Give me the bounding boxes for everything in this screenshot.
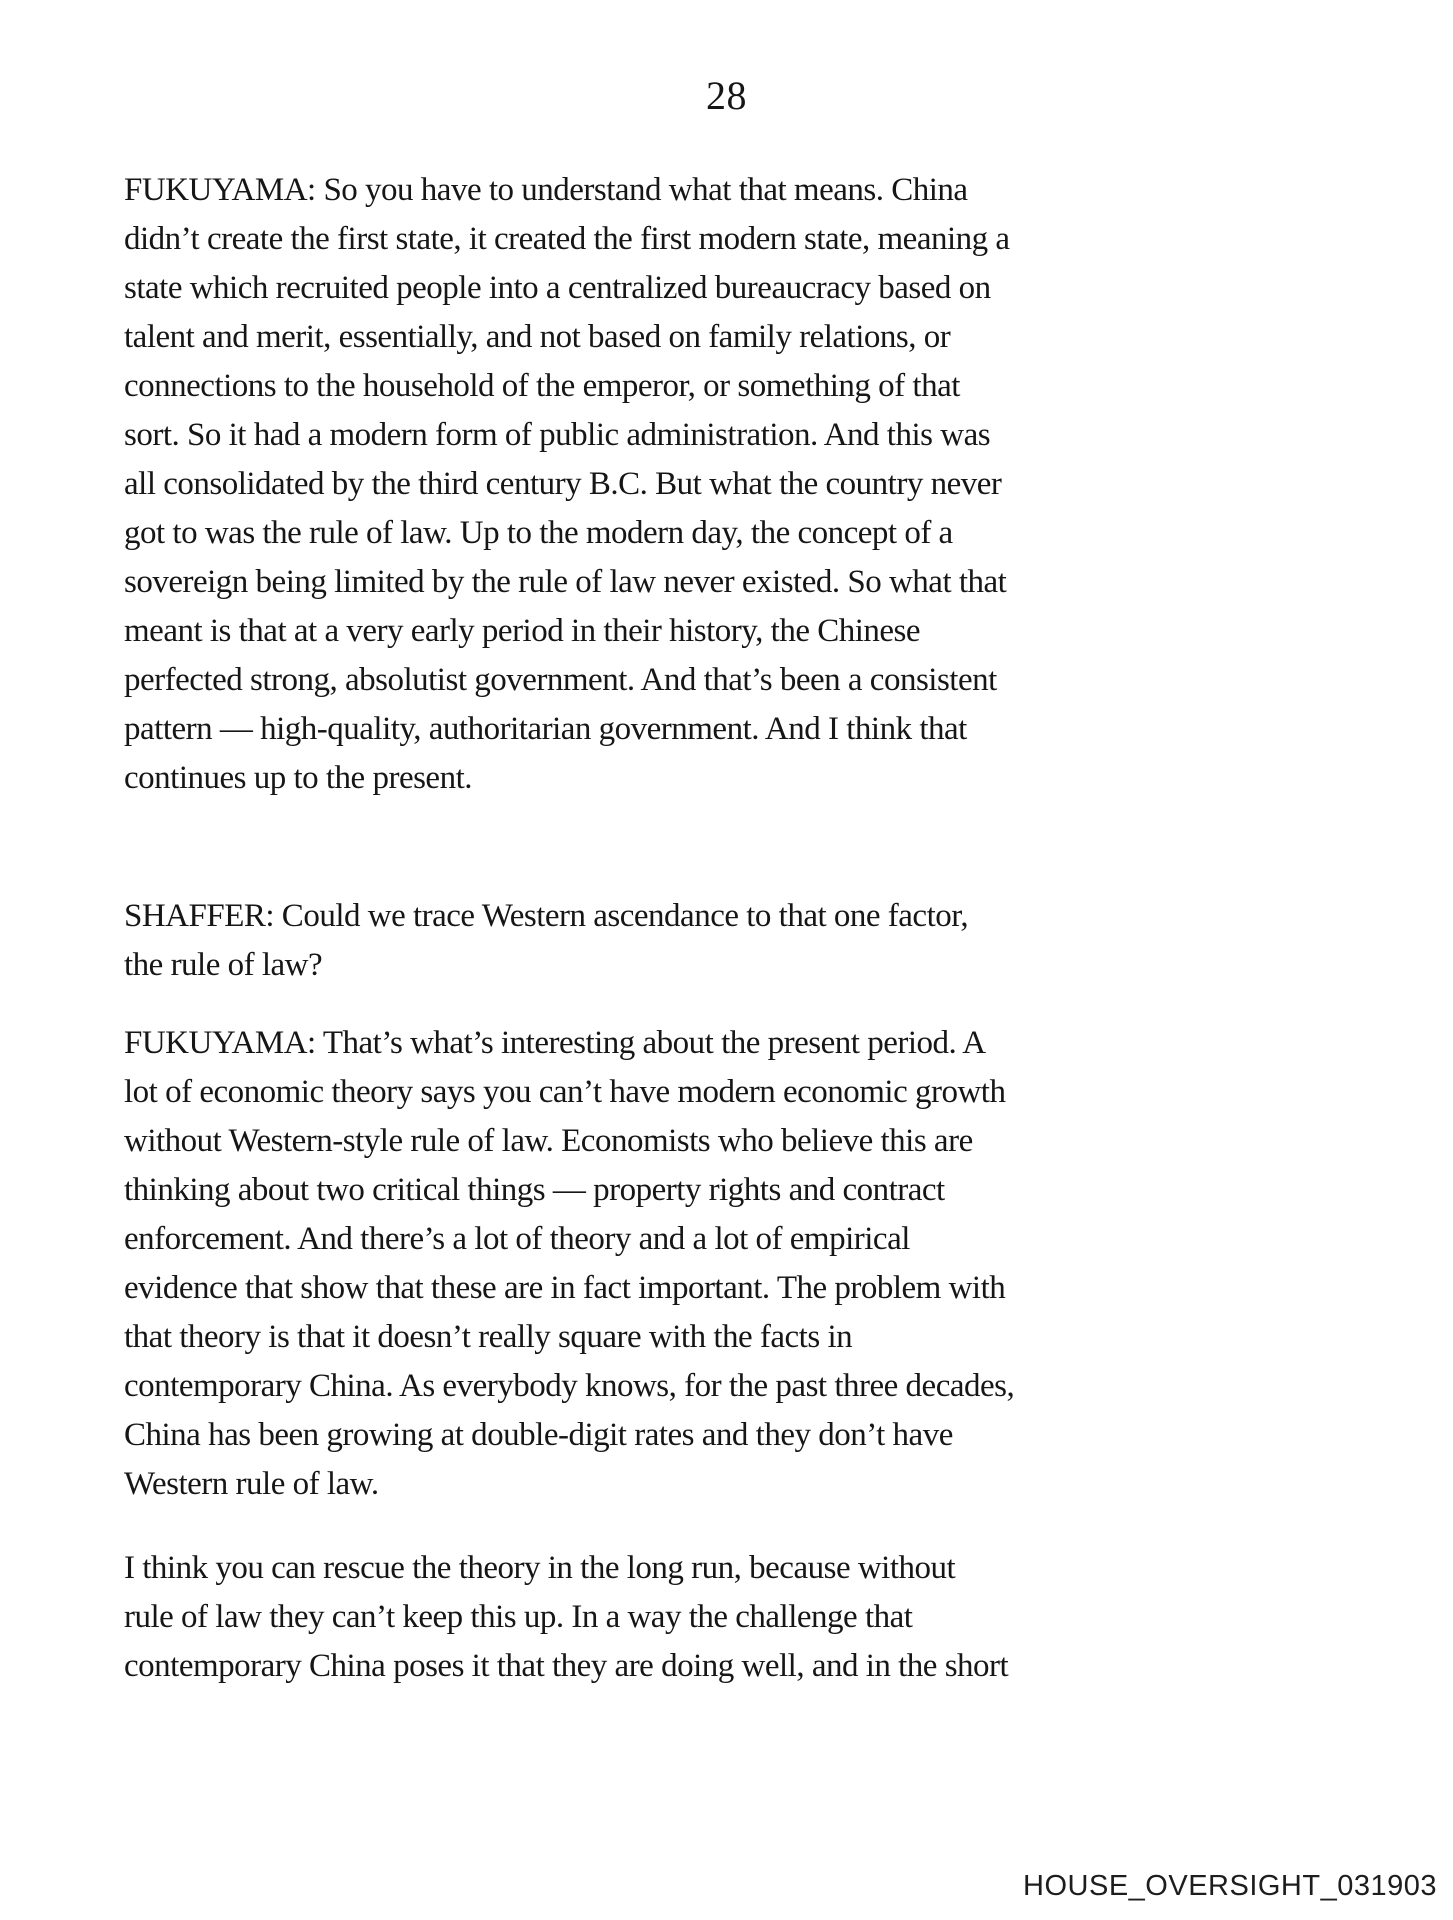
transcript-body: [124, 166, 1394, 1691]
bates-stamp: HOUSE_OVERSIGHT_031903: [1023, 1870, 1437, 1902]
transcript-paragraph-fukuyama-3: I think you can rescue the theory in the long run, because without rule of law they can’t keep this up. In a way the challenge that contemporary China poses it that they are doing well, and in the short: [124, 1550, 1009, 1684]
transcript-paragraph-fukuyama-2: FUKUYAMA: That’s what’s interesting about the present period. A lot of economic theory says you can’t have modern economic growth without Western-style rule of law. Economists who believe this are thinking about two critical things — property rights and contract enforcement. And there’s a lot of theory and a lot of empirical evidence that show that these are in fact important. The problem with that theory is that it doesn’t really square with the facts in contemporary China. As everybody knows, for the past three decades, China has been growing at double-digit rates and they don’t have Western rule of law.: [124, 1025, 1015, 1502]
transcript-paragraph-fukuyama-1: FUKUYAMA: So you have to understand what that means. China didn’t create the first state, it created the first modern state, meaning a state which recruited people into a centralized bureaucracy based on talent and merit, essentially, and not based on family relations, or connections to the household of the emperor, or something of that sort. So it had a modern form of public administration. And this was all consolidated by the third century B.C. But what the country never got to was the rule of law. Up to the modern day, the concept of a sovereign being limited by the rule of law never existed. So what that meant is that at a very early period in their history, the Chinese perfected strong, absolutist government. And that’s been a consistent pattern — high-quality, authoritarian government. And I think that continues up to the present.: [124, 172, 1010, 796]
transcript-paragraph-shaffer: SHAFFER: Could we trace Western ascendance to that one factor, the rule of law?: [124, 898, 969, 983]
page-number: 28: [706, 73, 747, 118]
